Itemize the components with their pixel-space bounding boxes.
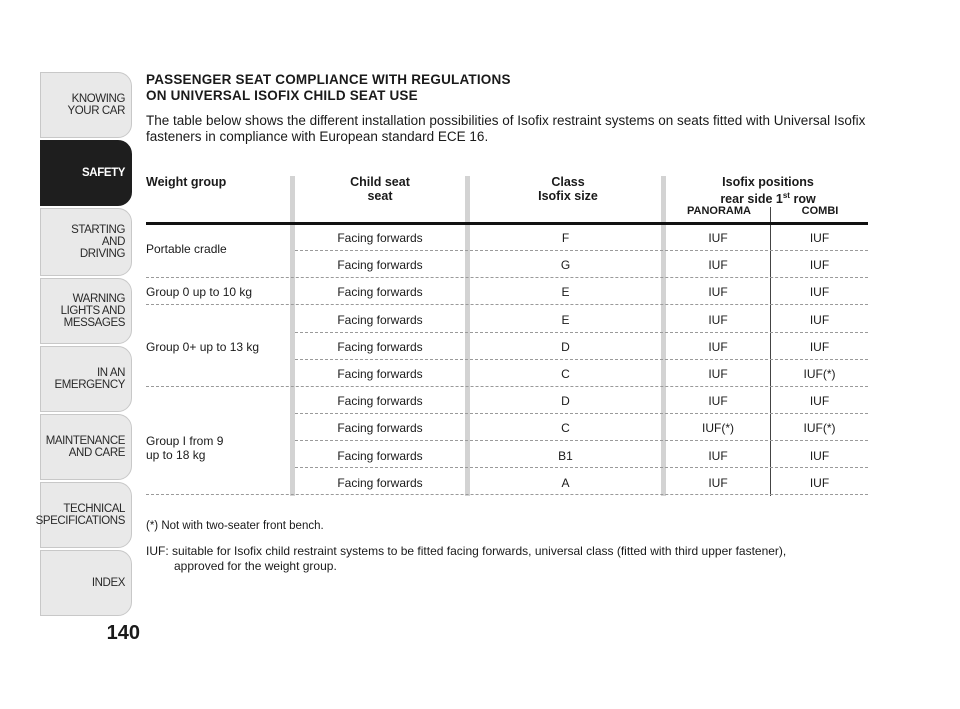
header-weight-group: Weight group bbox=[146, 175, 227, 189]
table-cell-panorama: IUF bbox=[708, 258, 728, 273]
header-rule bbox=[146, 222, 868, 225]
table-cell-class: C bbox=[561, 421, 570, 436]
row-separator bbox=[146, 494, 868, 495]
table-cell-seat: Facing forwards bbox=[337, 312, 423, 327]
row-separator bbox=[295, 332, 868, 333]
table-cell-combi: IUF bbox=[809, 312, 830, 327]
table-cell-class: F bbox=[561, 231, 570, 245]
row-separator bbox=[146, 386, 868, 387]
table-cell-seat: Facing forwards bbox=[337, 285, 423, 300]
header-isofix-text: rear side 1 bbox=[720, 192, 783, 207]
table-cell-combi: IUF bbox=[809, 475, 830, 490]
header-child-seat bbox=[300, 175, 460, 203]
table-cell-class: D bbox=[561, 339, 570, 354]
intro-paragraph: The table below shows the different installation possibilities of Isofix restraint systems on seats fitted with Universal Isofix fasteners in compliance with European standard ECE 16. bbox=[146, 113, 866, 144]
table-cell-seat: Facing forwards bbox=[337, 475, 423, 490]
table-cell-combi: IUF bbox=[809, 394, 830, 409]
sidebar-item-knowing-your-car[interactable] bbox=[40, 72, 132, 138]
sidebar-item-label: IN AN EMERGENCY bbox=[54, 367, 125, 391]
header-isofix-sup: st bbox=[782, 191, 790, 200]
header-class-line: Isofix size bbox=[538, 189, 598, 203]
group-label: Portable cradle bbox=[146, 242, 227, 256]
table-cell-panorama: IUF bbox=[708, 285, 728, 300]
page-number: 140 bbox=[106, 622, 140, 644]
table-cell-panorama: IUF bbox=[708, 367, 728, 381]
sidebar-item-label: INDEX bbox=[91, 577, 125, 589]
row-separator bbox=[295, 250, 868, 251]
table-cell-panorama: IUF bbox=[708, 394, 728, 409]
sidebar-item-safety[interactable] bbox=[40, 140, 132, 206]
header-combi: COMBI bbox=[801, 205, 839, 217]
table-cell-combi: IUF(*) bbox=[803, 421, 836, 436]
row-separator bbox=[146, 304, 868, 305]
table-cell-combi: IUF bbox=[809, 339, 830, 354]
table-cell-class: D bbox=[561, 394, 570, 409]
table-cell-combi: IUF bbox=[809, 448, 830, 463]
sidebar-item-label: SAFETY bbox=[82, 167, 125, 179]
row-separator bbox=[295, 467, 868, 468]
section-title-line: ON UNIVERSAL ISOFIX CHILD SEAT USE bbox=[146, 88, 418, 103]
sidebar-item-in-an-emergency[interactable] bbox=[40, 346, 132, 412]
sidebar-item-warning-lights[interactable] bbox=[40, 278, 132, 344]
header-child-seat-line: Child seat bbox=[350, 175, 410, 189]
table-cell-combi: IUF bbox=[809, 258, 830, 273]
row-separator bbox=[295, 440, 868, 441]
header-class-line: Class bbox=[551, 175, 585, 189]
table-cell-seat: Facing forwards bbox=[337, 339, 423, 354]
group-label: Group I from 9 up to 18 kg bbox=[146, 434, 224, 462]
table-cell-class: G bbox=[560, 258, 571, 273]
table-cell-seat: Facing forwards bbox=[337, 421, 423, 436]
table-cell-class: E bbox=[561, 285, 570, 300]
header-panorama: PANORAMA bbox=[687, 205, 751, 217]
table-cell-combi: IUF(*) bbox=[803, 367, 836, 381]
header-isofix-text: row bbox=[789, 192, 816, 207]
footnote: (*) Not with two-seater front bench. bbox=[146, 520, 324, 532]
header-class bbox=[475, 175, 661, 203]
row-separator bbox=[146, 277, 868, 278]
table-cell-seat: Facing forwards bbox=[337, 367, 423, 381]
row-separator bbox=[295, 413, 868, 414]
table-cell-class: E bbox=[561, 312, 570, 327]
table-cell-seat: Facing forwards bbox=[337, 258, 423, 273]
sidebar-item-starting-and-driving[interactable] bbox=[40, 208, 132, 276]
iuf-note-line: IUF: suitable for Isofix child restraint systems to be fitted facing forwards, universal class (fitted with third upper fastener), bbox=[146, 544, 787, 558]
section-title bbox=[146, 72, 511, 104]
row-separator bbox=[295, 359, 868, 360]
header-child-seat-line: seat bbox=[367, 189, 393, 203]
table-cell-seat: Facing forwards bbox=[337, 231, 423, 245]
header-isofix-positions bbox=[668, 175, 868, 206]
sidebar-item-label: STARTING AND DRIVING bbox=[71, 224, 125, 260]
table-cell-class: C bbox=[561, 367, 570, 381]
iuf-note-line: approved for the weight group. bbox=[174, 559, 337, 573]
table-cell-class: B1 bbox=[558, 448, 573, 463]
table-cell-panorama: IUF bbox=[708, 475, 728, 490]
sidebar-item-label: WARNING LIGHTS AND MESSAGES bbox=[60, 293, 125, 329]
header-isofix-line bbox=[668, 189, 868, 206]
table-cell-panorama: IUF bbox=[708, 448, 728, 463]
group-label: Group 0+ up to 13 kg bbox=[146, 340, 260, 354]
table-cell-class: A bbox=[561, 475, 570, 490]
header-isofix-line: Isofix positions bbox=[722, 175, 814, 189]
section-title-line: PASSENGER SEAT COMPLIANCE WITH REGULATIONS bbox=[146, 72, 511, 87]
table-cell-combi: IUF bbox=[809, 285, 830, 300]
sidebar-item-label: MAINTENANCE AND CARE bbox=[45, 435, 125, 459]
sidebar-item-label: KNOWING YOUR CAR bbox=[67, 93, 125, 117]
table-cell-panorama: IUF(*) bbox=[702, 421, 734, 436]
table-cell-panorama: IUF bbox=[708, 231, 728, 245]
sidebar-item-maintenance[interactable] bbox=[40, 414, 132, 480]
sidebar-item-label: TECHNICAL SPECIFICATIONS bbox=[35, 503, 125, 527]
sidebar-item-index[interactable] bbox=[40, 550, 132, 616]
table-cell-panorama: IUF bbox=[708, 339, 728, 354]
table-cell-seat: Facing forwards bbox=[337, 394, 423, 409]
sidebar-item-technical-specifications[interactable] bbox=[35, 482, 132, 548]
iuf-note bbox=[146, 544, 866, 574]
table-cell-combi: IUF bbox=[809, 231, 830, 245]
table-cell-seat: Facing forwards bbox=[337, 448, 423, 463]
table-cell-panorama: IUF bbox=[708, 312, 728, 327]
group-label: Group 0 up to 10 kg bbox=[146, 285, 253, 299]
